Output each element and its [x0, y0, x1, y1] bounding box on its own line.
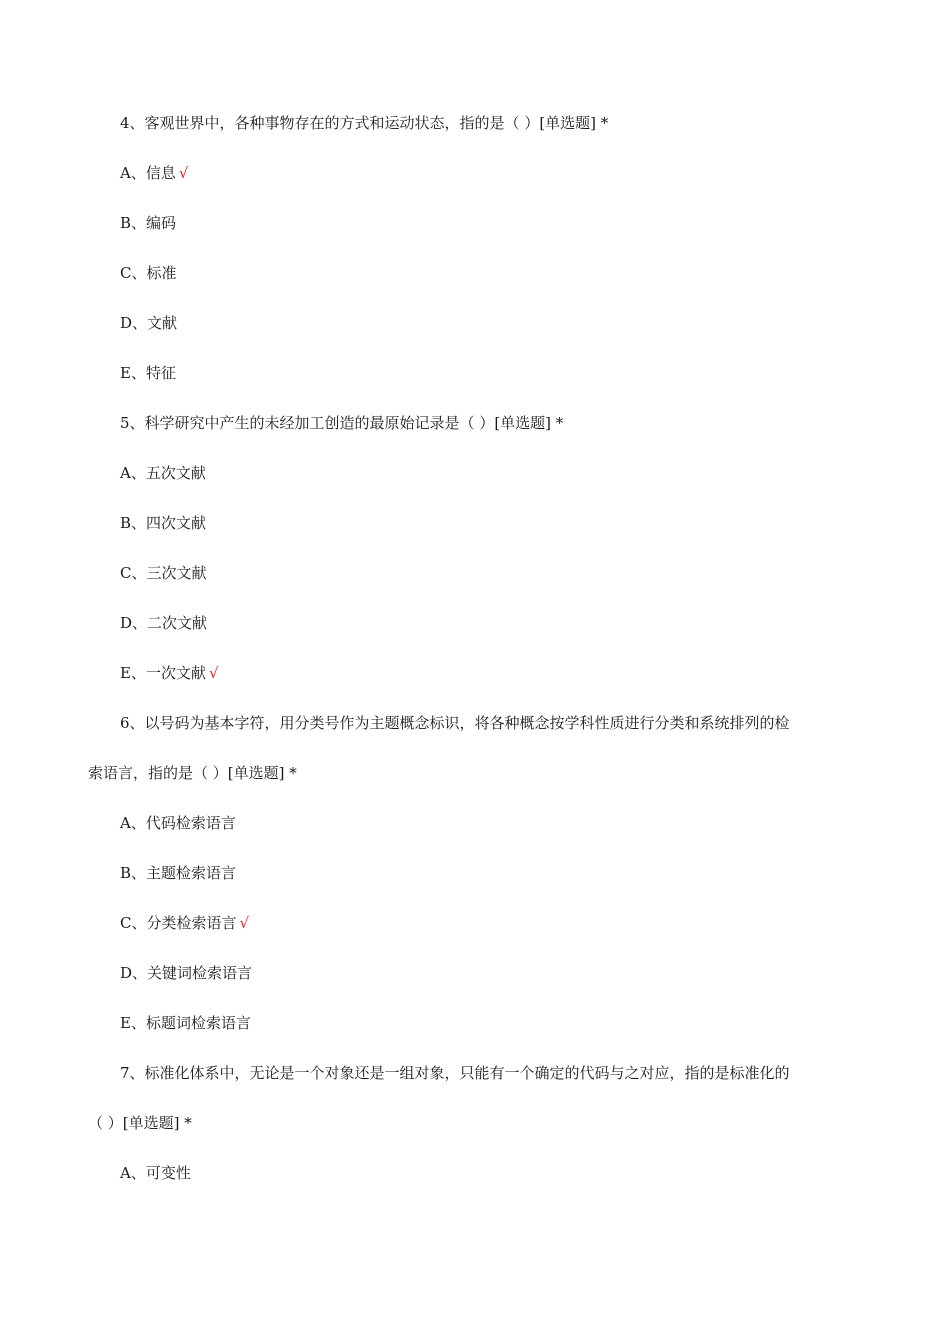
option-label: C、三次文献	[120, 564, 207, 582]
option-label: D、文献	[120, 314, 178, 332]
option-item[interactable]	[0, 663, 950, 683]
question-block	[0, 713, 950, 1033]
option-label: E、一次文献	[120, 664, 206, 682]
option-label: E、标题词检索语言	[120, 1014, 251, 1032]
option-item[interactable]	[0, 313, 950, 333]
option-item[interactable]	[0, 613, 950, 633]
option-item[interactable]	[0, 513, 950, 533]
question-text-continued: （ ）[单选题] *	[88, 1114, 192, 1132]
option-label: B、编码	[120, 214, 177, 232]
option-label: D、二次文献	[120, 614, 208, 632]
question-text: 5、科学研究中产生的未经加工创造的最原始记录是（ ）[单选题] *	[120, 414, 564, 432]
option-label: A、五次文献	[120, 464, 206, 482]
option-item[interactable]	[0, 263, 950, 283]
option-item[interactable]	[0, 963, 950, 983]
option-item[interactable]	[0, 213, 950, 233]
option-label: A、可变性	[120, 1164, 191, 1182]
question-block	[0, 113, 950, 383]
option-label: E、特征	[120, 364, 176, 382]
option-item[interactable]	[0, 813, 950, 833]
option-label: B、主题检索语言	[120, 864, 237, 882]
question-text: 7、标准化体系中，无论是一个对象还是一组对象，只能有一个确定的代码与之对应，指的是标准化的	[120, 1064, 790, 1082]
option-item[interactable]	[0, 1163, 950, 1183]
question-block	[0, 1063, 950, 1183]
question-text-continued: 索语言，指的是（ ）[单选题] *	[88, 764, 297, 782]
check-mark-icon: √	[178, 164, 189, 182]
option-item[interactable]	[0, 913, 950, 933]
check-mark-icon: √	[208, 664, 219, 682]
check-mark-icon: √	[239, 914, 250, 932]
option-label: A、信息	[120, 164, 176, 182]
question-text: 4、客观世界中，各种事物存在的方式和运动状态，指的是（ ）[单选题] *	[120, 114, 609, 132]
option-label: A、代码检索语言	[120, 814, 236, 832]
option-item[interactable]	[0, 463, 950, 483]
option-item[interactable]	[0, 1013, 950, 1033]
question-text: 6、以号码为基本字符，用分类号作为主题概念标识，将各种概念按学科性质进行分类和系统排列的检	[120, 714, 790, 732]
option-label: C、标准	[120, 264, 177, 282]
quiz-document	[0, 113, 950, 1183]
option-item[interactable]	[0, 563, 950, 583]
option-label: D、关键词检索语言	[120, 964, 253, 982]
option-label: C、分类检索语言	[120, 914, 237, 932]
option-item[interactable]	[0, 363, 950, 383]
option-item[interactable]	[0, 163, 950, 183]
option-label: B、四次文献	[120, 514, 207, 532]
option-item[interactable]	[0, 863, 950, 883]
question-block	[0, 413, 950, 683]
